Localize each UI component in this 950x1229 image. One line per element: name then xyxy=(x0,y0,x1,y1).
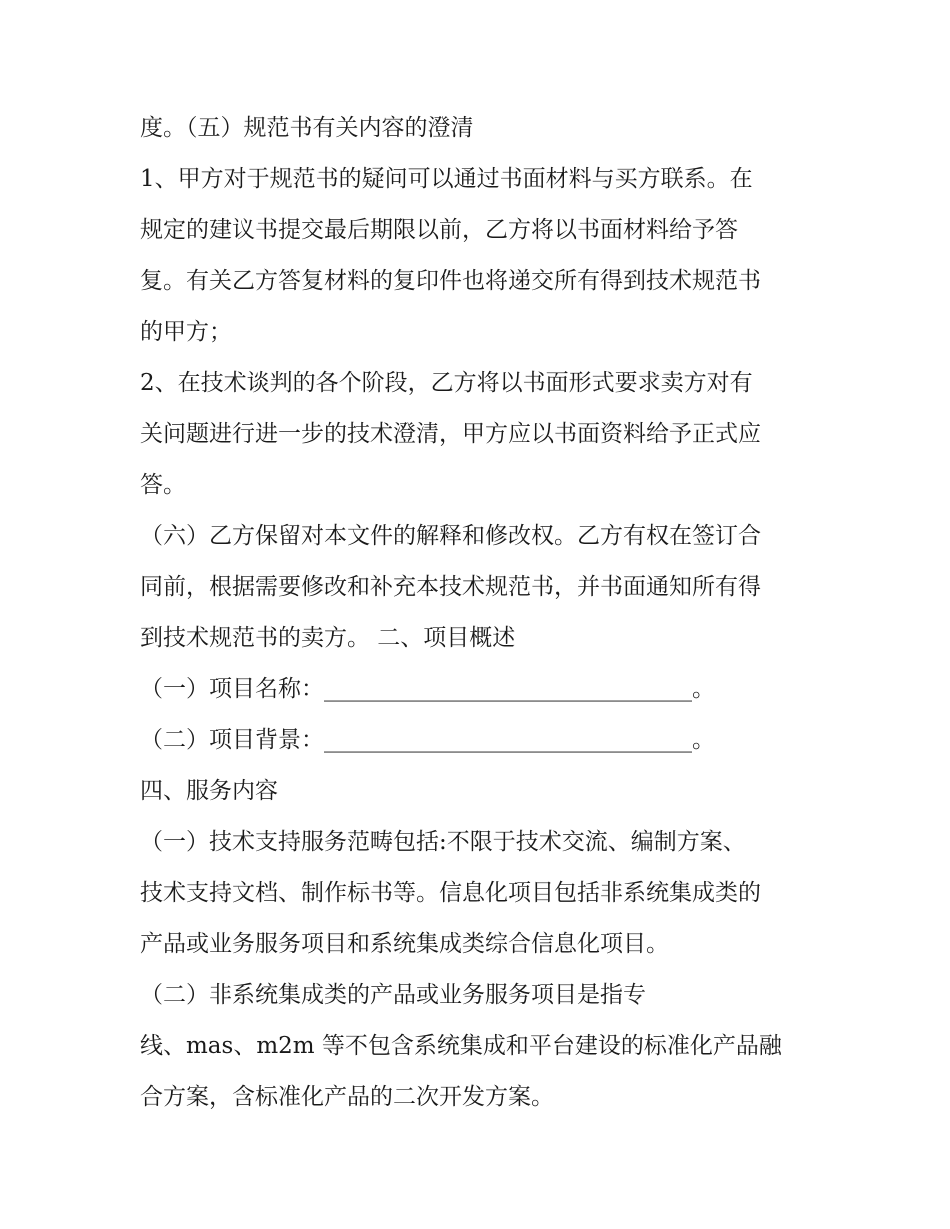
text-line: （二）非系统集成类的产品或业务服务项目是指专 xyxy=(140,982,646,1008)
text-line: （六）乙方保留对本文件的解释和修改权。乙方有权在签订合 xyxy=(140,523,761,549)
text-line: 技术支持文档、制作标书等。信息化项目包括非系统集成类的 xyxy=(140,880,761,906)
project-name-line: （一）项目名称：________________________________。 xyxy=(140,676,715,702)
text-line: 规定的建议书提交最后期限以前，乙方将以书面材料给予答 xyxy=(140,217,738,243)
text-line: 度。（五）规范书有关内容的澄清 xyxy=(140,115,474,141)
text-line: 合方案，含标准化产品的二次开发方案。 xyxy=(140,1084,554,1110)
text-line: 到技术规范书的卖方。 二、项目概述 xyxy=(140,625,516,651)
text-line: 的甲方； xyxy=(140,319,232,345)
text-line: 关问题进行进一步的技术澄清，甲方应以书面资料给予正式应 xyxy=(140,421,761,447)
text-line: （一）技术支持服务范畴包括:不限于技术交流、编制方案、 xyxy=(140,829,746,855)
document-body xyxy=(140,103,820,1123)
section-heading: 四、服务内容 xyxy=(140,778,278,804)
text-line: 答。 xyxy=(140,472,186,498)
text-line: 复。有关乙方答复材料的复印件也将递交所有得到技术规范书 xyxy=(140,268,761,294)
text-line: 1、甲方对于规范书的疑问可以通过书面材料与买方联系。在 xyxy=(140,166,753,192)
text-line: 同前，根据需要修改和补充本技术规范书，并书面通知所有得 xyxy=(140,574,761,600)
text-line: 产品或业务服务项目和系统集成类综合信息化项目。 xyxy=(140,931,669,957)
text-line: 线、mas、m2m 等不包含系统集成和平台建设的标准化产品融 xyxy=(140,1033,782,1059)
project-background-line: （二）项目背景：________________________________。 xyxy=(140,727,715,753)
text-line: 2、在技术谈判的各个阶段，乙方将以书面形式要求卖方对有 xyxy=(140,370,753,396)
